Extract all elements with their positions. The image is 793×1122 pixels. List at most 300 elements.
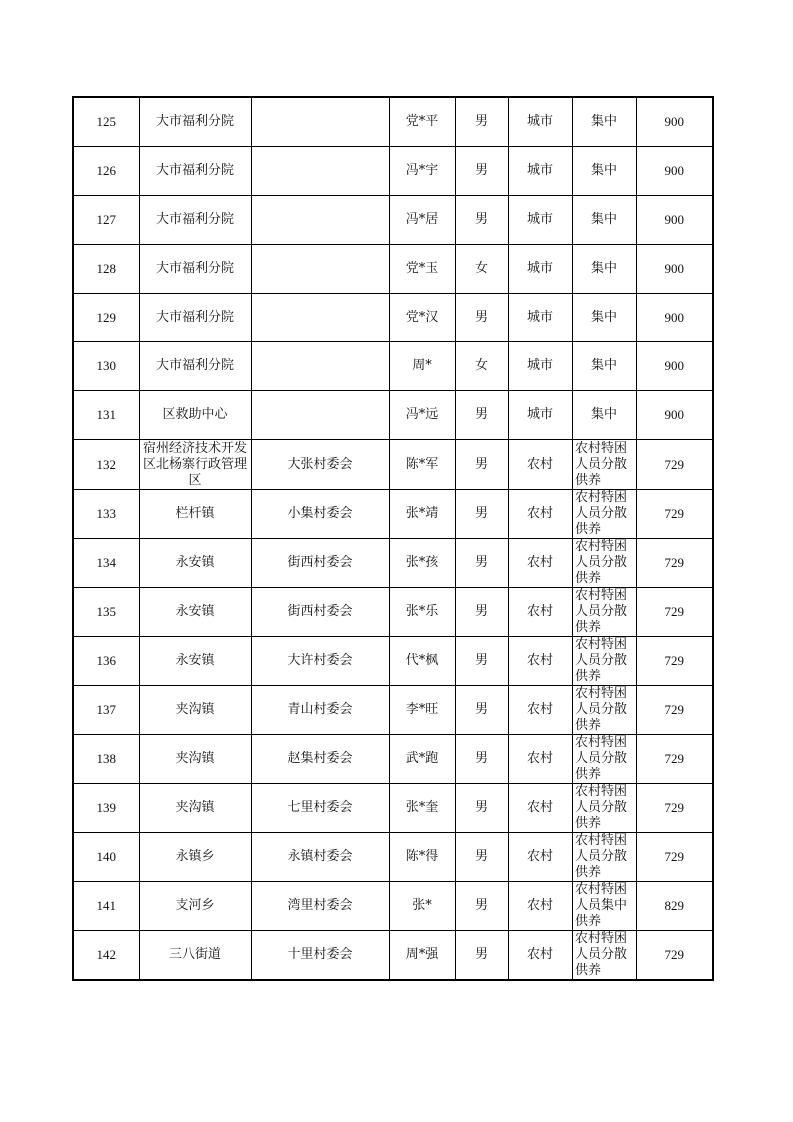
table-row [73,882,713,931]
gender-cell [455,882,508,931]
person-name-cell [389,539,455,588]
person-name-cell-text: 冯*宇 [405,162,439,178]
person-name-cell [389,195,455,244]
person-name-cell-text: 李*旺 [405,702,439,718]
table-row [73,244,713,293]
unit-cell-text: 永安镇 [175,555,215,571]
gender-cell-text: 男 [474,113,488,129]
table-row [73,931,713,981]
row-number [73,97,139,146]
row-number [73,637,139,686]
amount-cell-text: 729 [664,456,684,472]
amount-cell [636,490,713,539]
unit-cell [139,588,251,637]
village-cell-text: 大张村委会 [287,456,353,472]
unit-cell-text: 支河乡 [175,898,215,914]
roster-table [72,96,714,981]
village-cell [251,244,389,293]
area-type-cell-text: 城市 [526,211,553,227]
unit-cell [139,293,251,342]
gender-cell-text: 男 [474,800,488,816]
person-name-cell-text: 张*靖 [405,506,439,522]
unit-cell-text: 栏杆镇 [175,506,215,522]
row-number [73,342,139,391]
area-type-cell [508,882,572,931]
village-cell [251,637,389,686]
table-row [73,97,713,146]
area-type-cell [508,146,572,195]
row-number-text: 132 [96,456,116,472]
area-type-cell-text: 城市 [526,113,553,129]
support-mode-cell-text: 集中 [590,260,617,276]
village-cell-text: 街西村委会 [287,555,353,571]
gender-cell-text: 男 [474,407,488,423]
support-mode-cell-text: 农村特困人员分散供养 [575,784,628,832]
amount-cell-text: 900 [664,260,684,276]
row-number [73,440,139,490]
table-row [73,637,713,686]
area-type-cell [508,293,572,342]
person-name-cell-text: 党*平 [405,113,439,129]
unit-cell-text: 大市福利分院 [155,358,234,374]
row-number [73,195,139,244]
village-cell-text: 青山村委会 [287,702,353,718]
unit-cell-text: 大市福利分院 [155,309,234,325]
amount-cell-text: 900 [664,211,684,227]
table-row [73,833,713,882]
person-name-cell-text: 党*汉 [405,309,439,325]
amount-cell-text: 729 [664,604,684,620]
amount-cell [636,146,713,195]
village-cell [251,735,389,784]
person-name-cell [389,490,455,539]
village-cell [251,293,389,342]
person-name-cell [389,588,455,637]
village-cell-text: 十里村委会 [287,947,353,963]
person-name-cell-text: 张*乐 [405,604,439,620]
amount-cell [636,244,713,293]
unit-cell [139,195,251,244]
person-name-cell-text: 武*跑 [405,751,439,767]
area-type-cell [508,539,572,588]
unit-cell-text: 永安镇 [175,604,215,620]
support-mode-cell-text: 农村特困人员分散供养 [575,440,628,488]
support-mode-cell-text: 农村特困人员分散供养 [575,931,628,979]
amount-cell [636,588,713,637]
support-mode-cell [572,833,636,882]
village-cell [251,931,389,981]
area-type-cell-text: 农村 [526,506,553,522]
area-type-cell [508,440,572,490]
village-cell-text: 永镇村委会 [287,849,353,865]
village-cell [251,882,389,931]
area-type-cell-text: 城市 [526,407,553,423]
person-name-cell [389,735,455,784]
gender-cell [455,440,508,490]
village-cell [251,686,389,735]
support-mode-cell [572,784,636,833]
gender-cell-text: 男 [474,604,488,620]
person-name-cell [389,931,455,981]
area-type-cell [508,342,572,391]
gender-cell-text: 男 [474,162,488,178]
village-cell-text: 七里村委会 [287,800,353,816]
village-cell [251,391,389,440]
support-mode-cell-text: 集中 [590,407,617,423]
support-mode-cell [572,588,636,637]
table-row [73,195,713,244]
gender-cell-text: 男 [474,947,488,963]
gender-cell [455,784,508,833]
support-mode-cell [572,440,636,490]
area-type-cell [508,833,572,882]
gender-cell [455,490,508,539]
person-name-cell [389,637,455,686]
row-number [73,293,139,342]
gender-cell-text: 男 [474,751,488,767]
gender-cell [455,833,508,882]
table-row [73,293,713,342]
amount-cell [636,735,713,784]
gender-cell [455,195,508,244]
unit-cell-text: 宿州经济技术开发区北杨寨行政管理区 [143,441,247,489]
amount-cell [636,342,713,391]
support-mode-cell-text: 农村特困人员集中供养 [575,882,628,930]
support-mode-cell [572,146,636,195]
support-mode-cell-text: 农村特困人员分散供养 [575,637,628,685]
area-type-cell [508,97,572,146]
support-mode-cell [572,97,636,146]
gender-cell [455,244,508,293]
area-type-cell-text: 农村 [526,800,553,816]
person-name-cell [389,342,455,391]
person-name-cell [389,686,455,735]
gender-cell-text: 男 [474,456,488,472]
support-mode-cell-text: 农村特困人员分散供养 [575,490,628,538]
support-mode-cell-text: 集中 [590,309,617,325]
row-number-text: 141 [96,898,116,914]
support-mode-cell-text: 农村特困人员分散供养 [575,588,628,636]
area-type-cell-text: 农村 [526,702,553,718]
area-type-cell [508,244,572,293]
table-row [73,146,713,195]
unit-cell [139,490,251,539]
support-mode-cell [572,637,636,686]
area-type-cell-text: 农村 [526,555,553,571]
area-type-cell-text: 农村 [526,849,553,865]
row-number [73,882,139,931]
area-type-cell-text: 农村 [526,604,553,620]
area-type-cell-text: 农村 [526,751,553,767]
amount-cell [636,539,713,588]
village-cell [251,440,389,490]
support-mode-cell-text: 集中 [590,113,617,129]
amount-cell [636,686,713,735]
support-mode-cell [572,735,636,784]
unit-cell [139,539,251,588]
village-cell [251,342,389,391]
village-cell-text: 小集村委会 [287,506,353,522]
gender-cell-text: 男 [474,555,488,571]
amount-cell [636,97,713,146]
area-type-cell-text: 农村 [526,947,553,963]
unit-cell [139,882,251,931]
row-number-text: 136 [96,653,116,669]
area-type-cell-text: 农村 [526,456,553,472]
amount-cell-text: 900 [664,162,684,178]
unit-cell [139,391,251,440]
unit-cell [139,931,251,981]
row-number [73,588,139,637]
support-mode-cell-text: 农村特困人员分散供养 [575,735,628,783]
person-name-cell [389,440,455,490]
support-mode-cell [572,293,636,342]
row-number [73,146,139,195]
table-row [73,440,713,490]
person-name-cell [389,882,455,931]
unit-cell-text: 大市福利分院 [155,113,234,129]
row-number [73,686,139,735]
support-mode-cell [572,391,636,440]
gender-cell [455,391,508,440]
person-name-cell-text: 周* [412,358,432,374]
row-number-text: 131 [96,407,116,423]
row-number [73,735,139,784]
gender-cell [455,588,508,637]
support-mode-cell [572,195,636,244]
amount-cell [636,833,713,882]
person-name-cell-text: 代*枫 [405,653,439,669]
unit-cell [139,637,251,686]
person-name-cell [389,784,455,833]
area-type-cell [508,588,572,637]
support-mode-cell [572,882,636,931]
village-cell [251,146,389,195]
row-number-text: 128 [96,260,116,276]
area-type-cell-text: 农村 [526,898,553,914]
village-cell-text: 赵集村委会 [287,751,353,767]
village-cell [251,588,389,637]
support-mode-cell-text: 农村特困人员分散供养 [575,686,628,734]
village-cell-text: 湾里村委会 [287,898,353,914]
village-cell-text: 大许村委会 [287,653,353,669]
amount-cell [636,195,713,244]
gender-cell [455,539,508,588]
gender-cell-text: 男 [474,849,488,865]
person-name-cell-text: 冯*远 [405,407,439,423]
support-mode-cell [572,686,636,735]
support-mode-cell-text: 集中 [590,162,617,178]
row-number [73,539,139,588]
unit-cell-text: 夹沟镇 [175,751,215,767]
area-type-cell-text: 城市 [526,358,553,374]
amount-cell-text: 729 [664,653,684,669]
amount-cell-text: 829 [664,898,684,914]
area-type-cell [508,784,572,833]
unit-cell [139,244,251,293]
row-number [73,391,139,440]
person-name-cell [389,293,455,342]
table-row [73,588,713,637]
row-number-text: 135 [96,604,116,620]
row-number-text: 139 [96,800,116,816]
row-number [73,244,139,293]
amount-cell-text: 729 [664,947,684,963]
gender-cell-text: 女 [474,358,488,374]
unit-cell-text: 永安镇 [175,653,215,669]
amount-cell [636,931,713,981]
row-number-text: 129 [96,309,116,325]
village-cell [251,784,389,833]
amount-cell-text: 900 [664,358,684,374]
person-name-cell-text: 周*强 [405,947,439,963]
area-type-cell-text: 城市 [526,162,553,178]
gender-cell [455,735,508,784]
unit-cell [139,440,251,490]
table-row [73,539,713,588]
person-name-cell-text: 党*玉 [405,260,439,276]
row-number-text: 140 [96,849,116,865]
gender-cell [455,931,508,981]
unit-cell-text: 永镇乡 [175,849,215,865]
table-row [73,784,713,833]
row-number-text: 130 [96,358,116,374]
amount-cell-text: 729 [664,800,684,816]
row-number-text: 142 [96,947,116,963]
village-cell [251,195,389,244]
person-name-cell-text: 张* [412,898,432,914]
roster-body [73,97,713,980]
person-name-cell [389,146,455,195]
row-number-text: 138 [96,751,116,767]
unit-cell-text: 大市福利分院 [155,260,234,276]
amount-cell-text: 900 [664,309,684,325]
area-type-cell [508,931,572,981]
unit-cell-text: 大市福利分院 [155,162,234,178]
area-type-cell [508,637,572,686]
area-type-cell [508,735,572,784]
gender-cell [455,293,508,342]
row-number-text: 133 [96,506,116,522]
person-name-cell [389,97,455,146]
unit-cell [139,735,251,784]
person-name-cell-text: 陈*军 [405,456,439,472]
row-number-text: 137 [96,702,116,718]
support-mode-cell [572,490,636,539]
amount-cell [636,293,713,342]
support-mode-cell [572,931,636,981]
row-number-text: 134 [96,555,116,571]
table-row [73,490,713,539]
area-type-cell [508,490,572,539]
gender-cell [455,146,508,195]
gender-cell [455,686,508,735]
gender-cell [455,97,508,146]
support-mode-cell-text: 农村特困人员分散供养 [575,539,628,587]
table-row [73,342,713,391]
row-number-text: 127 [96,211,116,227]
support-mode-cell [572,539,636,588]
gender-cell [455,637,508,686]
row-number-text: 126 [96,162,116,178]
area-type-cell-text: 城市 [526,309,553,325]
gender-cell-text: 男 [474,653,488,669]
unit-cell-text: 三八街道 [168,947,221,963]
person-name-cell-text: 陈*得 [405,849,439,865]
gender-cell [455,342,508,391]
unit-cell [139,686,251,735]
amount-cell-text: 900 [664,407,684,423]
gender-cell-text: 男 [474,309,488,325]
row-number [73,490,139,539]
row-number [73,784,139,833]
person-name-cell [389,391,455,440]
amount-cell-text: 729 [664,506,684,522]
support-mode-cell-text: 农村特困人员分散供养 [575,833,628,881]
village-cell [251,490,389,539]
support-mode-cell-text: 集中 [590,358,617,374]
unit-cell-text: 区救助中心 [162,407,228,423]
unit-cell-text: 大市福利分院 [155,211,234,227]
village-cell-text: 街西村委会 [287,604,353,620]
amount-cell [636,784,713,833]
area-type-cell [508,391,572,440]
amount-cell [636,637,713,686]
row-number-text: 125 [96,113,116,129]
gender-cell-text: 男 [474,898,488,914]
row-number [73,833,139,882]
person-name-cell [389,244,455,293]
area-type-cell [508,195,572,244]
table-row [73,686,713,735]
amount-cell [636,440,713,490]
amount-cell-text: 729 [664,849,684,865]
person-name-cell-text: 冯*居 [405,211,439,227]
village-cell [251,97,389,146]
gender-cell-text: 男 [474,211,488,227]
village-cell [251,833,389,882]
village-cell [251,539,389,588]
area-type-cell-text: 城市 [526,260,553,276]
person-name-cell-text: 张*奎 [405,800,439,816]
area-type-cell [508,686,572,735]
person-name-cell-text: 张*孩 [405,555,439,571]
unit-cell [139,784,251,833]
amount-cell [636,391,713,440]
unit-cell-text: 夹沟镇 [175,702,215,718]
unit-cell [139,97,251,146]
amount-cell-text: 729 [664,702,684,718]
support-mode-cell-text: 集中 [590,211,617,227]
amount-cell-text: 729 [664,751,684,767]
amount-cell-text: 729 [664,555,684,571]
row-number [73,931,139,981]
unit-cell-text: 夹沟镇 [175,800,215,816]
unit-cell [139,833,251,882]
amount-cell-text: 900 [664,113,684,129]
person-name-cell [389,833,455,882]
table-row [73,391,713,440]
area-type-cell-text: 农村 [526,653,553,669]
gender-cell-text: 男 [474,506,488,522]
amount-cell [636,882,713,931]
unit-cell [139,146,251,195]
support-mode-cell [572,244,636,293]
table-row [73,735,713,784]
gender-cell-text: 男 [474,702,488,718]
support-mode-cell [572,342,636,391]
unit-cell [139,342,251,391]
